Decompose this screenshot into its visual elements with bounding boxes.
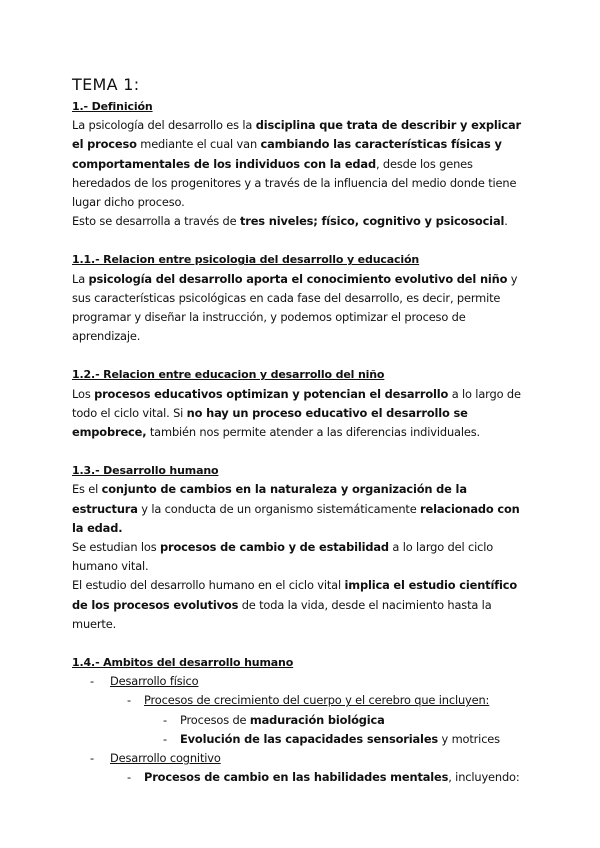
bold-run: Evolución de las capacidades sensoriales <box>180 731 439 746</box>
dash-bullet: - <box>163 731 167 746</box>
dash-bullet: - <box>90 751 94 766</box>
text-run: Se estudian los <box>72 540 160 555</box>
bold-run: disciplina que trata de describir y explicar el proceso <box>72 118 522 152</box>
bold-run: relacionado con la edad. <box>72 501 520 535</box>
list-item <box>72 711 532 730</box>
text-run: a lo largo del ciclo humano vital. <box>72 540 494 574</box>
bold-run: no hay un proceso educativo el desarrollo se empobrece, <box>72 405 468 440</box>
text-run: y la conducta de un organismo sistemáticamente <box>137 501 421 516</box>
section-heading-educacion-desarrollo: 1.2.- Relacion entre educacion y desarrollo del niño <box>72 368 385 382</box>
list-item <box>72 749 532 768</box>
spacer <box>72 231 532 250</box>
dash-bullet: - <box>127 770 131 785</box>
bold-run: tres niveles; físico, cognitivo y psicosocial <box>239 214 505 229</box>
bold-run: Procesos de cambio en las habilidades mentales <box>144 770 449 785</box>
spacer <box>72 442 532 461</box>
paragraph-estudio-ciclo-vital <box>72 576 532 634</box>
paragraph-educacion-desarrollo <box>72 385 532 443</box>
item-procesos-crecimiento: Procesos de crecimiento del cuerpo y el cerebro que incluyen: <box>144 693 490 708</box>
document-title: TEMA 1: <box>72 75 140 94</box>
ambitos-list <box>72 672 532 787</box>
bold-run: procesos educativos optimizan y potencian el desarrollo <box>94 386 449 401</box>
paragraph-procesos-cambio <box>72 538 532 576</box>
spacer <box>72 634 532 653</box>
text-run: Los <box>72 386 95 401</box>
text-run: Procesos de <box>180 712 250 727</box>
document-content <box>72 74 532 788</box>
list-item <box>72 691 532 710</box>
paragraph-conjunto-cambios <box>72 480 532 538</box>
text-run: , incluyendo: <box>448 770 520 785</box>
section-heading-ambitos: 1.4.- Ambitos del desarrollo humano <box>72 656 294 670</box>
item-desarrollo-cognitivo: Desarrollo cognitivo <box>110 751 221 766</box>
bold-run: cambiando las características físicas y comportamentales de los individuos con la edad <box>72 137 502 171</box>
dash-bullet: - <box>90 674 94 689</box>
list-item <box>72 672 532 691</box>
text-run: también nos permite atender a las diferencias individuales. <box>146 425 480 440</box>
section-heading-desarrollo-humano: 1.3.- Desarrollo humano <box>72 464 219 478</box>
text-run: mediante el cual van <box>136 137 261 152</box>
list-item <box>72 730 532 749</box>
paragraph-definicion <box>72 116 532 212</box>
section-heading-psicologia-educacion: 1.1.- Relacion entre psicologia del desarrollo y educación <box>72 253 420 267</box>
text-run: . <box>504 214 508 229</box>
paragraph-niveles <box>72 212 532 231</box>
bold-run: implica el estudio científico de los procesos evolutivos <box>72 578 518 612</box>
text-run: Es el <box>72 482 102 497</box>
text-run: y motrices <box>438 731 500 746</box>
text-run: La psicología del desarrollo es la <box>72 118 256 133</box>
dash-bullet: - <box>163 712 167 727</box>
paragraph-psicologia-educacion <box>72 270 532 347</box>
text-run: y sus características psicológicas en cada fase del desarrollo, es decir, permite programar y diseñar la instrucción, y podemos optimizar el proceso de aprendizaje. <box>72 271 518 344</box>
text-run: a lo largo de todo el ciclo vital. Si <box>72 386 521 420</box>
text-run: La <box>72 271 89 286</box>
text-run: de toda la vida, desde el nacimiento hasta la muerte. <box>72 597 492 631</box>
section-heading-definicion: 1.- Definición <box>72 100 153 113</box>
item-desarrollo-fisico: Desarrollo físico <box>110 674 199 689</box>
text-run: Esto se desarrolla a través de <box>72 214 240 229</box>
text-run: El estudio del desarrollo humano en el ciclo vital <box>72 578 345 593</box>
bold-run: maduración biológica <box>249 712 385 727</box>
list-item <box>72 768 532 787</box>
bold-run: conjunto de cambios en la naturaleza y organización de la estructura <box>72 482 467 516</box>
dash-bullet: - <box>127 693 131 708</box>
spacer <box>72 346 532 365</box>
bold-run: psicología del desarrollo aporta el conocimiento evolutivo del niño <box>88 271 508 286</box>
bold-run: procesos de cambio y de estabilidad <box>160 540 389 555</box>
text-run: , desde los genes heredados de los progenitores y a través de la influencia del medio donde tiene lugar dicho proceso. <box>72 156 517 210</box>
